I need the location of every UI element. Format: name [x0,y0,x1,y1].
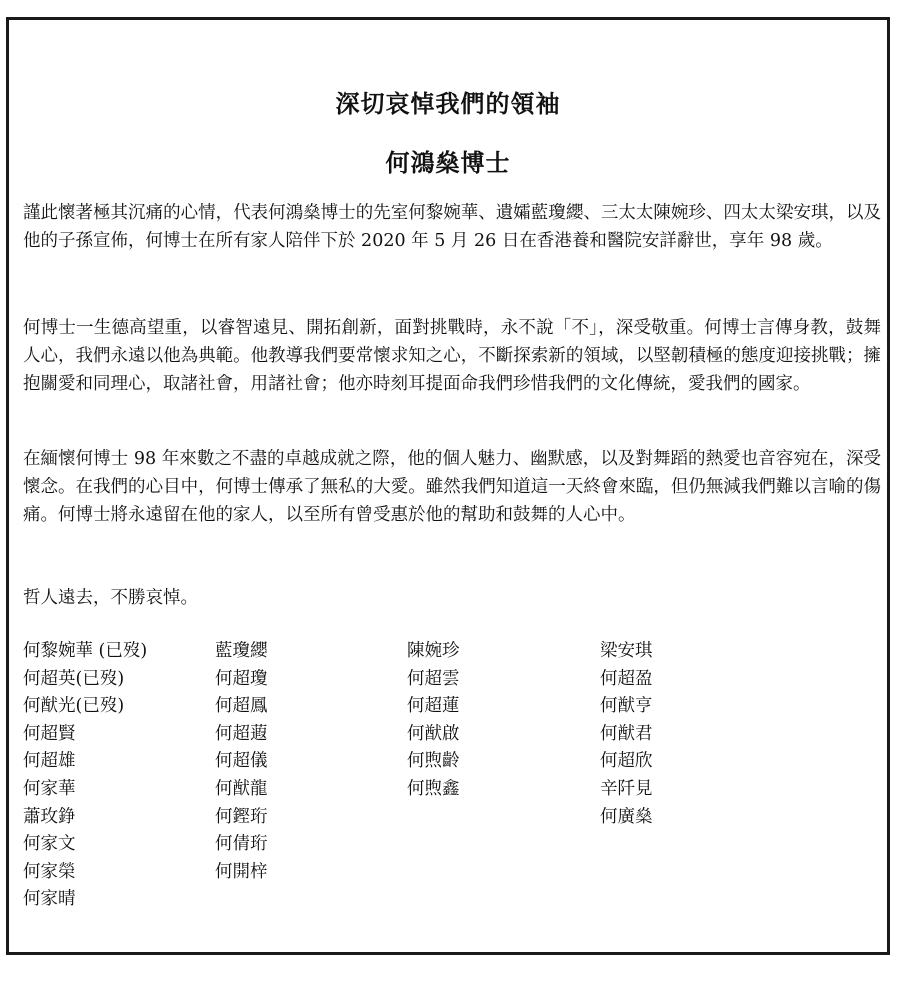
signatory-name: 何超欣 [600,751,653,772]
signatory-name: 何猷君 [600,723,653,744]
signatory-name: 辛阡見 [600,778,653,799]
signatory-column-4 [600,638,653,831]
signatory-name: 何超盈 [600,668,653,689]
signatory-name: 何猷光(已歿) [23,696,125,717]
signatory-name: 何家華 [23,778,76,799]
notice-title: 深切哀悼我們的領袖 [335,89,561,118]
signatory-name: 何煦鑫 [407,778,460,799]
signatory-name: 何廣燊 [600,806,653,827]
signatory-name: 梁安琪 [600,641,653,661]
signatory-column-2 [215,638,268,886]
signatory-name: 何開梓 [215,861,268,882]
signatory-name: 何超英(已歿) [23,668,125,689]
paragraph-remembrance: 在緬懷何博士 98 年來數之不盡的卓越成就之際，他的個人魅力、幽默感，以及對舞蹈的熱愛也音容宛在，深受懷念。在我們的心目中，何博士傳承了無私的大愛。雖然我們知道這一天終會來臨，但仍無減我們難以言喻的傷痛。何博士將永遠留在他的家人，以至所有曾受惠於他的幫助和鼓舞的人心中。 [23,449,881,525]
signatory-name: 藍瓊纓 [215,641,268,661]
signatory-column-1 [23,638,147,914]
signatory-name: 何家文 [23,834,76,855]
signatory-name: 陳婉珍 [407,641,460,661]
signatory-name: 何猷啟 [407,723,460,744]
paragraph-announcement: 謹此懷著極其沉痛的心情，代表何鴻燊博士的先室何黎婉華、遺孀藍瓊纓、三太太陳婉珍、四太太梁安琪，以及他的子孫宣佈，何博士在所有家人陪伴下於 2020 年 5 月 26 日在香港養和醫院安詳辭世，享年 98 歲。 [23,203,881,251]
signatory-name: 何猷龍 [215,778,268,799]
notice-subtitle: 何鴻燊博士 [385,148,511,177]
signatory-name: 何超雄 [23,751,76,772]
signatory-name: 何超賢 [23,723,76,744]
signatory-name: 何超蕸 [215,723,268,744]
signatory-name: 何猷亨 [600,696,653,717]
signatory-name: 何家榮 [23,861,76,882]
signatory-column-3 [407,638,460,804]
signatory-name: 何鏗珩 [215,806,268,827]
signatory-name: 何超蓮 [407,696,460,717]
signatory-name: 何超瓊 [215,668,268,689]
signatory-name: 何超儀 [215,751,268,772]
signatory-name: 蕭玫錚 [23,806,76,827]
closing-line: 哲人遠去，不勝哀悼。 [23,588,198,608]
signatory-name: 何家晴 [23,889,76,910]
paragraph-tribute: 何博士一生德高望重，以睿智遠見、開拓創新，面對挑戰時，永不說「不」，深受敬重。何博士言傳身教，鼓舞人心，我們永遠以他為典範。他教導我們要常懷求知之心，不斷探索新的領域，以堅韌積極的態度迎接挑戰；擁抱關愛和同理心，取諸社會，用諸社會；他亦時刻耳提面命我們珍惜我們的文化傳統，愛我們的國家。 [23,318,881,394]
signatory-name: 何黎婉華 (已歿) [23,641,148,661]
signatory-name: 何超鳳 [215,696,268,717]
signatory-name: 何煦齡 [407,751,460,772]
signatory-name: 何超雲 [407,668,460,689]
notice-frame [6,17,890,955]
signatory-name: 何倩珩 [215,834,268,855]
